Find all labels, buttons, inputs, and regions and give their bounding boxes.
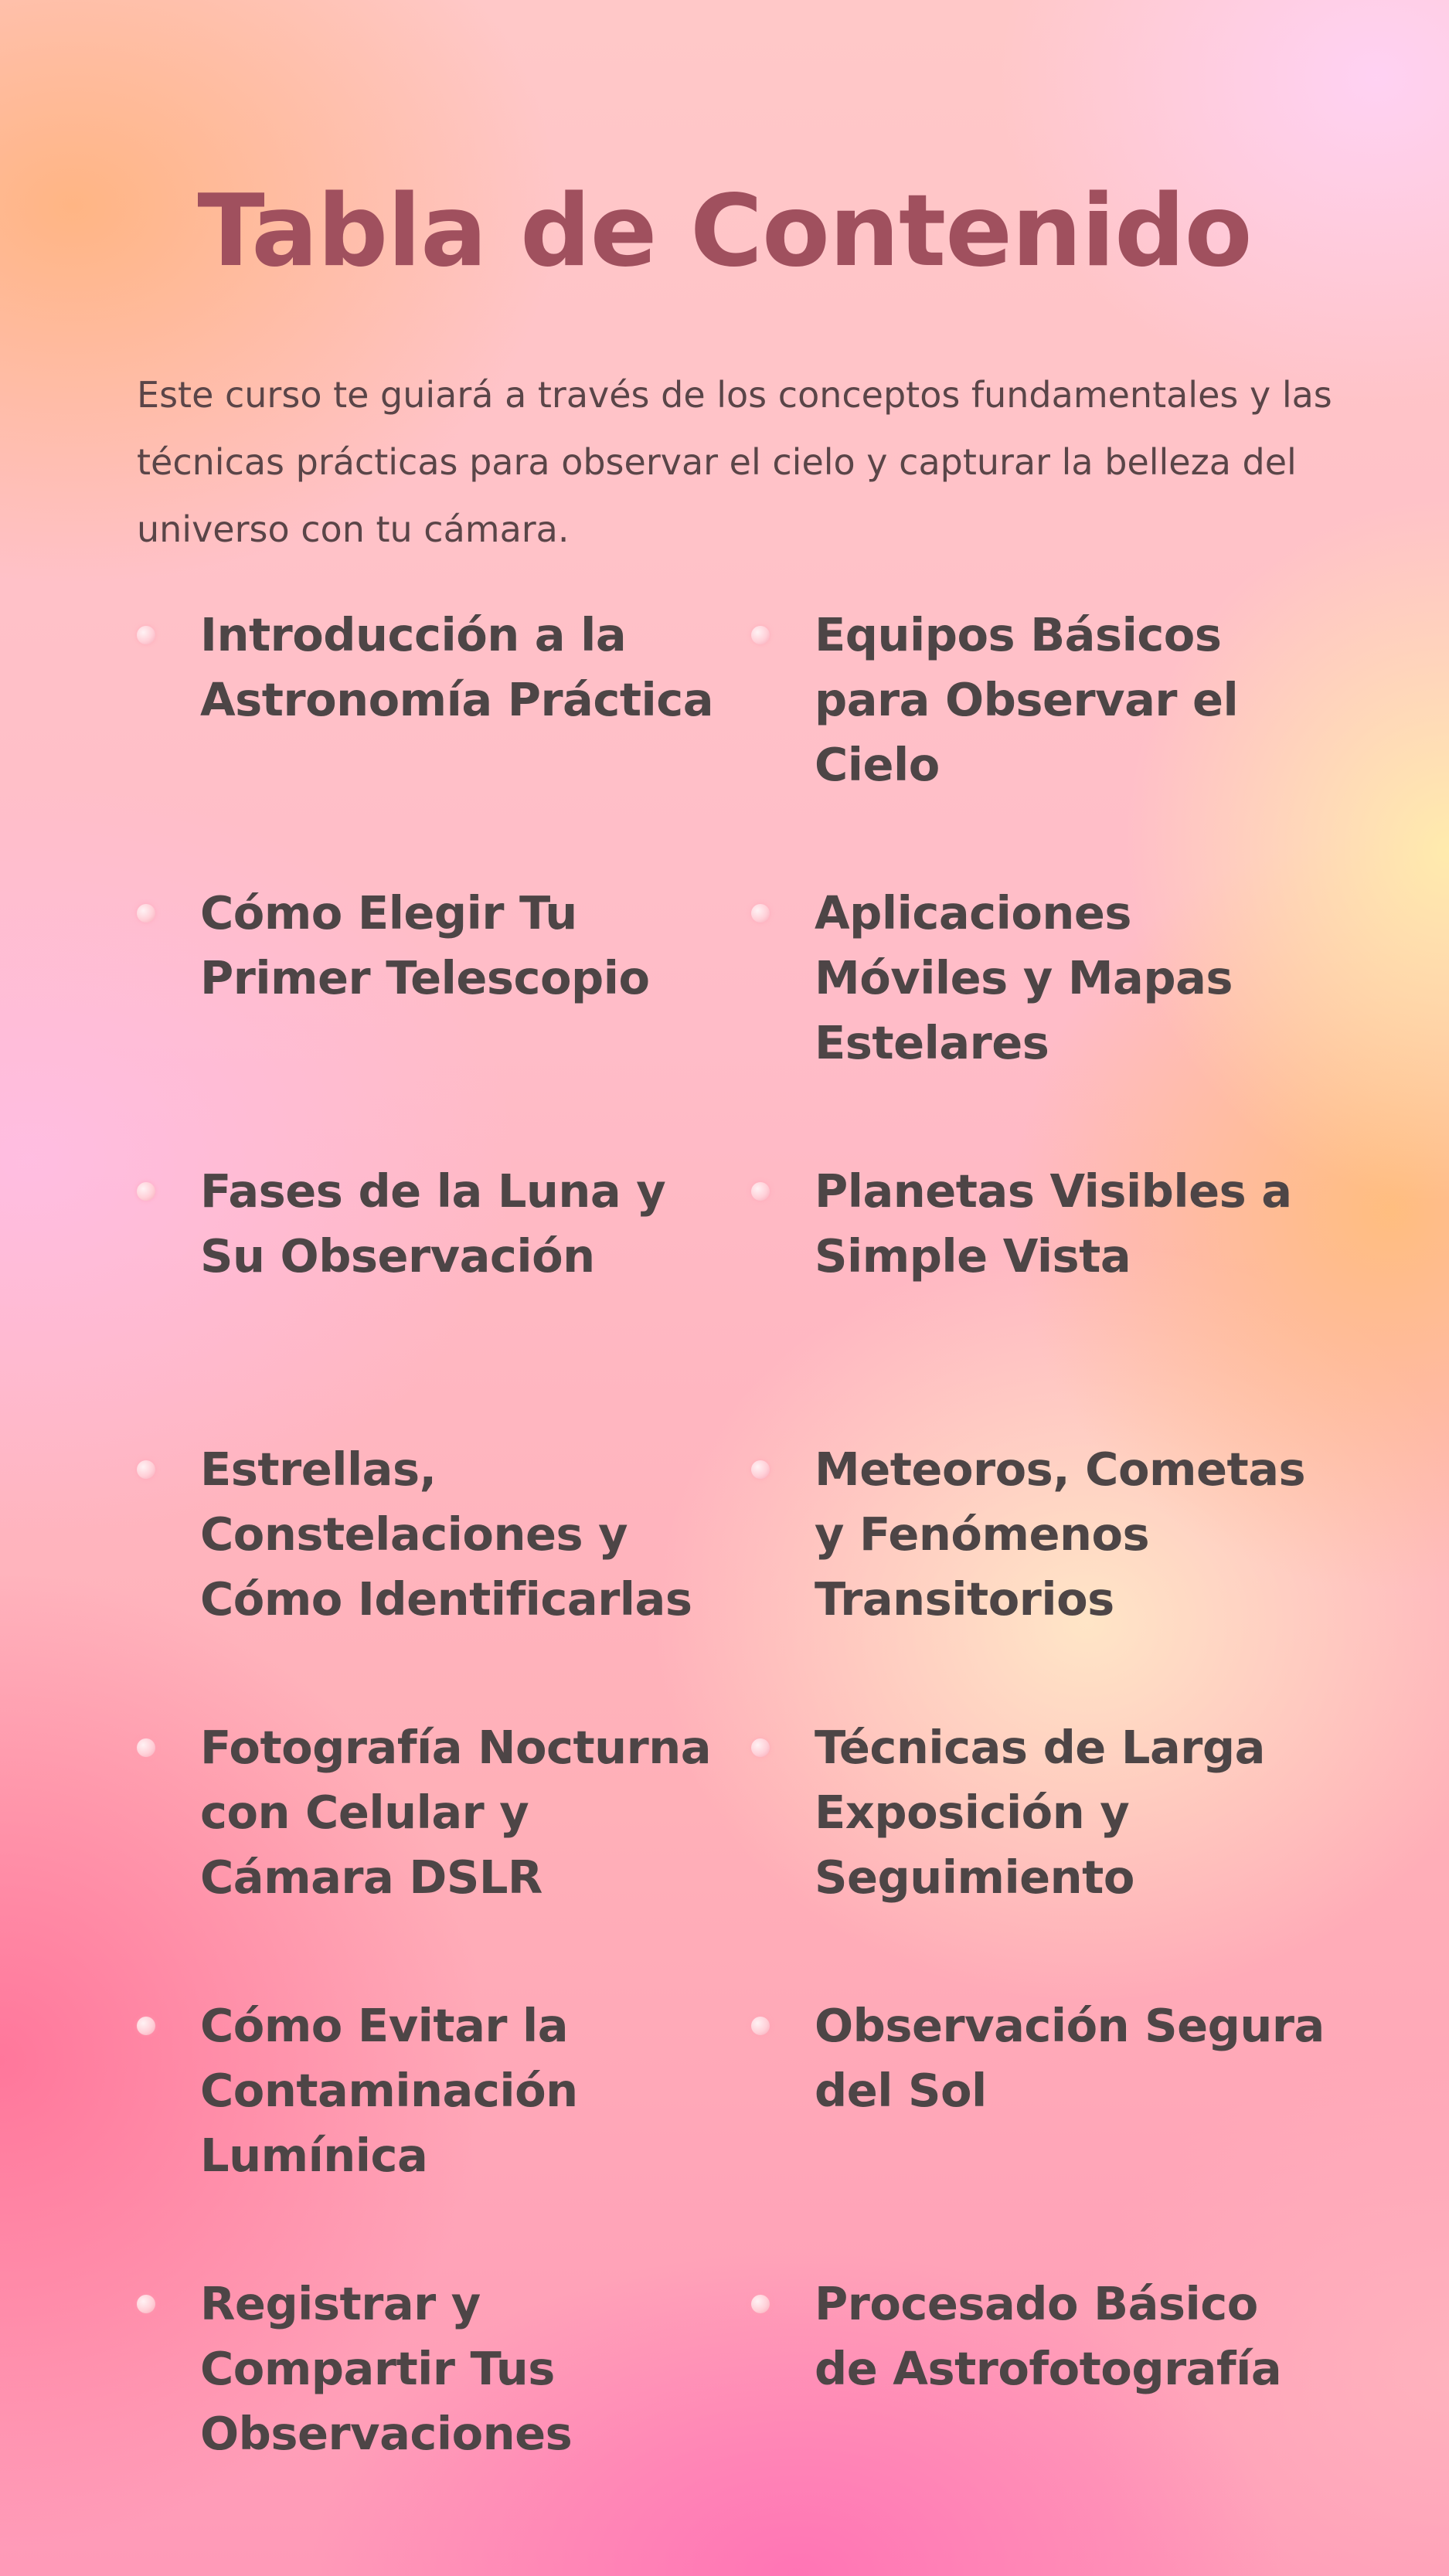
toc-item: [137, 1715, 751, 1993]
toc-item-label: Fases de la Luna y Su Observación: [200, 1164, 666, 1283]
toc-item: [137, 603, 751, 881]
bullet-dot-icon: [137, 2295, 155, 2313]
toc-item: [751, 881, 1342, 1159]
toc-item: [751, 1993, 1342, 2272]
toc-item-label: Procesado Básico de Astrofotografía: [815, 2277, 1282, 2395]
bullet-dot-icon: [751, 904, 770, 923]
toc-item: [751, 2272, 1342, 2550]
toc-item: [751, 1159, 1342, 1437]
toc-item: [751, 1715, 1342, 1993]
bullet-dot-icon: [751, 2017, 770, 2035]
bullet-dot-icon: [137, 1460, 155, 1479]
bullet-dot-icon: [751, 1460, 770, 1479]
toc-item-label: Observación Segura del Sol: [815, 1999, 1325, 2117]
toc-item-label: Aplicaciones Móviles y Mapas Estelares: [815, 886, 1233, 1069]
bullet-dot-icon: [751, 2295, 770, 2313]
toc-item-label: Cómo Evitar la Contaminación Lumínica: [200, 1999, 578, 2182]
toc-item-label: Registrar y Compartir Tus Observaciones: [200, 2277, 573, 2460]
bullet-dot-icon: [751, 1738, 770, 1757]
bullet-dot-icon: [137, 626, 155, 644]
toc-item-label: Equipos Básicos para Observar el Cielo: [815, 608, 1239, 791]
table-of-contents: [137, 603, 1342, 2550]
intro-paragraph: Este curso te guiará a través de los conceptos fundamentales y las técnicas prácticas para observar el cielo y capturar la belleza del universo con tu cámara.: [137, 374, 1332, 550]
toc-item: [137, 1993, 751, 2272]
bullet-dot-icon: [137, 1738, 155, 1757]
toc-item: [137, 2272, 751, 2550]
bullet-dot-icon: [137, 1182, 155, 1201]
bullet-dot-icon: [137, 904, 155, 923]
toc-item-label: Planetas Visibles a Simple Vista: [815, 1164, 1292, 1283]
toc-item-label: Meteoros, Cometas y Fenómenos Transitorios: [815, 1443, 1306, 1626]
page-title: Tabla de Contenido: [197, 174, 1252, 289]
toc-item-label: Cómo Elegir Tu Primer Telescopio: [200, 886, 650, 1004]
toc-item-label: Introducción a la Astronomía Práctica: [200, 608, 714, 726]
bullet-dot-icon: [137, 2017, 155, 2035]
toc-item: [751, 603, 1342, 881]
toc-item-label: Fotografía Nocturna con Celular y Cámara DSLR: [200, 1721, 712, 1904]
bullet-dot-icon: [751, 1182, 770, 1201]
bullet-dot-icon: [751, 626, 770, 644]
toc-item: [137, 881, 751, 1159]
toc-item: [751, 1437, 1342, 1715]
toc-item: [137, 1159, 751, 1437]
toc-item: [137, 1437, 751, 1715]
toc-item-label: Estrellas, Constelaciones y Cómo Identificarlas: [200, 1443, 692, 1626]
toc-item-label: Técnicas de Larga Exposición y Seguimiento: [815, 1721, 1265, 1904]
